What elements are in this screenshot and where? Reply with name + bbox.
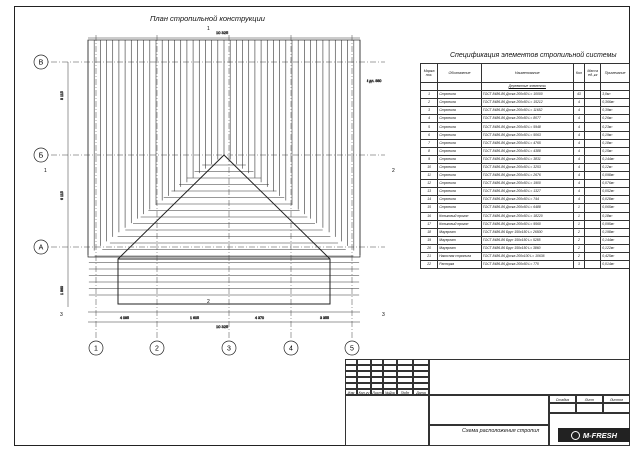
spec-cell: 13 (421, 188, 438, 196)
spec-cell: ГОСТ 8486-86 Доска 200х50 L= 8077 (481, 115, 573, 123)
spec-cell: Накосная стропила (438, 252, 482, 260)
spec-cell (585, 131, 601, 139)
spec-cell (585, 252, 601, 260)
spec-cell: 2 (573, 252, 584, 260)
section-mark: 1 (44, 168, 47, 174)
spec-cell (585, 244, 601, 252)
spec-row (421, 188, 630, 196)
spec-cell: Стропила (438, 147, 482, 155)
spec-cell: 11 (421, 172, 438, 180)
spec-cell: 5 (421, 123, 438, 131)
spec-cell: 3,0м³ (601, 91, 630, 99)
axis-row-label: Б (38, 152, 44, 160)
spec-section-row (421, 83, 630, 91)
spec-cell: 14 (421, 196, 438, 204)
spec-cell: 10 (421, 163, 438, 171)
spec-cell: 0,18м³ (601, 212, 630, 220)
spec-cell (585, 188, 601, 196)
axis-col-label: 2 (155, 345, 159, 353)
title-block-name-field (429, 395, 549, 425)
spec-cell: 43 (573, 91, 584, 99)
spec-cell: 0,065м³ (601, 204, 630, 212)
spec-cell: Стропила (438, 204, 482, 212)
spec-cell: ГОСТ 8486-86 Доска 200х50 L= 15212 (481, 99, 573, 107)
title-block-col-label: Кол.уч (358, 391, 370, 395)
spec-cell: Стропила (438, 180, 482, 188)
spec-cell (585, 172, 601, 180)
spec-cell: Стропила (438, 91, 482, 99)
col-designation: Обозначение (438, 64, 482, 83)
spec-row (421, 204, 630, 212)
spec-cell: 1 (573, 212, 584, 220)
spec-table (420, 63, 630, 269)
dim-bottom-value: 4 085 (120, 316, 129, 320)
spec-cell: Стропила (438, 115, 482, 123)
spec-cell (585, 99, 601, 107)
spec-cell: 4 (421, 115, 438, 123)
spec-row (421, 107, 630, 115)
spec-row (421, 180, 630, 188)
spec-cell: 8 (421, 147, 438, 155)
spec-cell: Стропила (438, 99, 482, 107)
spec-cell: 0,12м³ (601, 163, 630, 171)
spec-cell: Стропила (438, 131, 482, 139)
spec-cell: Стропила (438, 172, 482, 180)
spec-cell (585, 107, 601, 115)
spec-cell: ГОСТ 8486-86 Доска 200х50 L= 5948 (481, 123, 573, 131)
spec-cell: 0,076м³ (601, 180, 630, 188)
spec-cell: 18 (421, 228, 438, 236)
title-block-col-label: Подп (397, 389, 413, 395)
title-block-sign-area (345, 395, 429, 446)
spec-cell: 0,122м³ (601, 244, 630, 252)
spec-cell: Стропила (438, 139, 482, 147)
dim-bottom-value: 4 370 (255, 316, 264, 320)
spec-cell: ГОСТ 8486-86 Доска 200х50 L= 9560 (481, 220, 573, 228)
spec-cell: ГОСТ 8486-86 Доска 200х50 L= 744 (481, 196, 573, 204)
dim-left-value: 6 115 (60, 191, 64, 200)
spec-cell: 0,366м³ (601, 99, 630, 107)
spec-cell: ГОСТ 8486-86 Доска 200х50 L= 4388 (481, 147, 573, 155)
spec-cell (585, 163, 601, 171)
col-note: Примечание (601, 64, 630, 83)
spec-cell: Стропила (438, 123, 482, 131)
spec-cell: ГОСТ 8486-86 Доска 200х50 L= 11652 (481, 107, 573, 115)
spec-cell (585, 236, 601, 244)
spec-cell: ГОСТ 8486-86 Доска 200х50 L= 5063 (481, 131, 573, 139)
spec-row (421, 252, 630, 260)
spec-row (421, 236, 630, 244)
spec-cell: ГОСТ 8486-86 Брус 150х150 L= 26500 (481, 228, 573, 236)
col-name: Наименование (481, 64, 573, 83)
spec-row (421, 196, 630, 204)
note-right: ℓ дл. 880 (367, 79, 382, 83)
spec-cell: 2 (573, 236, 584, 244)
spec-cell: 0,144м³ (601, 155, 630, 163)
spec-cell: 0,18м³ (601, 139, 630, 147)
spec-cell: 4 (573, 123, 584, 131)
spec-cell: 3 (421, 107, 438, 115)
spec-cell: 4 (573, 155, 584, 163)
spec-cell: ГОСТ 8486-86 Доска 200х50 L= 2676 (481, 172, 573, 180)
spec-row (421, 172, 630, 180)
spec-cell: Мауэрлат (438, 228, 482, 236)
section-mark: 2 (392, 168, 395, 174)
title-block-cell (576, 403, 603, 413)
spec-cell: ГОСТ 8486-86 Брус 150х150 L= 3860 (481, 244, 573, 252)
title-block-col-label: Изм (345, 389, 357, 395)
spec-cell: Стропила (438, 163, 482, 171)
spec-row (421, 212, 630, 220)
spec-cell: 16 (421, 212, 438, 220)
spec-cell: 0,15м³ (601, 147, 630, 155)
spec-cell: 15 (421, 204, 438, 212)
axis-col-label: 4 (289, 345, 293, 353)
col-mass: Масса ед.,кг (585, 64, 601, 83)
spec-row (421, 163, 630, 171)
title-block-col-label: №Док (384, 391, 396, 395)
title-block-cell (549, 403, 576, 413)
spec-cell: ГОСТ 8486-86 Доска 200х100 L= 10636 (481, 252, 573, 260)
spec-cell: 1 (573, 220, 584, 228)
spec-cell: 7 (421, 139, 438, 147)
spec-cell: 0,26м³ (601, 115, 630, 123)
spec-row (421, 155, 630, 163)
spec-cell: 0,39м³ (601, 107, 630, 115)
spec-cell: Мауэрлат (438, 244, 482, 252)
spec-cell (585, 147, 601, 155)
spec-section-label: Деревянные элементы (481, 83, 573, 91)
spec-cell: 17 (421, 220, 438, 228)
title-block-col-label: Дата (413, 389, 429, 395)
spec-cell: ГОСТ 8486-86 Брус 150х150 L= 5285 (481, 236, 573, 244)
dim-left-value: 8 115 (60, 91, 64, 100)
spec-cell: 19 (421, 236, 438, 244)
spec-cell: Коньковый прогон (438, 212, 482, 220)
spec-cell: 2 (573, 244, 584, 252)
spec-cell: 9 (421, 155, 438, 163)
spec-cell: 0,028м³ (601, 196, 630, 204)
spec-cell (585, 180, 601, 188)
spec-cell: 6 (421, 131, 438, 139)
spec-cell: 4 (573, 188, 584, 196)
title-block-project-field (429, 359, 630, 395)
spec-cell: 20 (421, 244, 438, 252)
spec-cell (585, 220, 601, 228)
spec-cell: 4 (573, 180, 584, 188)
spec-row (421, 115, 630, 123)
spec-cell: ГОСТ 8486-86 Доска 200х50 L= 1327 (481, 188, 573, 196)
logo-text: M-FRESH (582, 430, 618, 440)
col-qty: Кол (573, 64, 584, 83)
spec-cell: 22 (421, 261, 438, 269)
section-mark: 3 (382, 312, 385, 318)
spec-cell: ГОСТ 8486-86 Доска 200х50 L= 770 (481, 261, 573, 269)
spec-row (421, 244, 630, 252)
axis-col-label: 5 (350, 345, 354, 353)
stage-header: Стадия (549, 395, 576, 403)
sheet-header: Лист (576, 395, 603, 403)
spec-cell: 0,095м³ (601, 220, 630, 228)
dim-left-value: 1 860 (60, 286, 64, 295)
spec-cell (585, 196, 601, 204)
spec-cell (585, 261, 601, 269)
spec-cell: 0,23м³ (601, 123, 630, 131)
spec-cell: 1 (573, 204, 584, 212)
spec-cell: 4 (573, 115, 584, 123)
spec-cell: Стропила (438, 155, 482, 163)
spec-cell: ГОСТ 8486-86 Доска 200х50 L= 4765 (481, 139, 573, 147)
spec-cell (585, 212, 601, 220)
spec-cell: Коньковый прогон (438, 220, 482, 228)
spec-cell (585, 91, 601, 99)
spec-row (421, 99, 630, 107)
spec-cell: ГОСТ 8486-86 Доска 200х50 L= 6488 (481, 204, 573, 212)
spec-cell: 1 (421, 91, 438, 99)
brand-logo (558, 428, 630, 442)
sheets-header: Листов (603, 395, 630, 403)
axis-col-label: 3 (227, 345, 231, 353)
spec-cell: 12 (421, 180, 438, 188)
spec-cell: Мауэрлат (438, 236, 482, 244)
spec-cell (585, 115, 601, 123)
spec-cell: 4 (573, 163, 584, 171)
spec-cell: 0,098м³ (601, 172, 630, 180)
spec-cell: 0,425м³ (601, 252, 630, 260)
lower-bay-outline (118, 259, 330, 304)
spec-cell: 4 (573, 99, 584, 107)
spec-cell: 0,198м³ (601, 228, 630, 236)
dimension-lines (60, 30, 381, 329)
spec-row (421, 228, 630, 236)
spec-cell: ГОСТ 8486-86 Доска 200х50 L= 1900 (481, 180, 573, 188)
spec-row (421, 220, 630, 228)
title-block-cell (603, 403, 630, 413)
spec-row (421, 261, 630, 269)
spec-cell (585, 123, 601, 131)
spec-header-row (421, 64, 630, 83)
spec-cell: ГОСТ 8486-86 Доска 200х50 L= 3831 (481, 155, 573, 163)
col-mark: Марка поз. (421, 64, 438, 83)
section-mark: 2 (207, 299, 210, 305)
spec-row (421, 123, 630, 131)
axis-row-label: В (38, 59, 44, 67)
spec-cell: 4 (573, 131, 584, 139)
spec-cell: 2 (573, 228, 584, 236)
spec-cell: ГОСТ 8486-86 Доска 200х50 L= 3253 (481, 163, 573, 171)
title-block-col-label: Лист (372, 391, 382, 395)
spec-cell: 4 (573, 196, 584, 204)
section-mark: 3 (60, 312, 63, 318)
spec-cell: Распорка (438, 261, 482, 269)
spec-title: Спецификация элементов стропильной системы (450, 52, 617, 59)
dim-top-label: 10 325 (216, 30, 229, 35)
spec-cell: 2 (421, 99, 438, 107)
spec-cell: 4 (573, 107, 584, 115)
spec-cell: Стропила (438, 188, 482, 196)
spec-row (421, 147, 630, 155)
axis-row-label: А (38, 244, 44, 252)
spec-cell: Стропила (438, 196, 482, 204)
spec-cell: 0,19м³ (601, 131, 630, 139)
spec-cell (585, 155, 601, 163)
dim-bottom-value: 3 355 (320, 316, 329, 320)
spec-row (421, 131, 630, 139)
spec-cell (585, 139, 601, 147)
spec-cell: ГОСТ 8486-86 Доска 200х50 L= 10000 (481, 91, 573, 99)
spec-cell: 3 (573, 261, 584, 269)
spec-cell: 4 (573, 139, 584, 147)
dim-bottom-label: 10 325 (216, 324, 229, 329)
spec-cell: 21 (421, 252, 438, 260)
spec-row (421, 91, 630, 99)
axis-col-label: 1 (94, 345, 98, 353)
section-mark: 1 (207, 26, 210, 32)
spec-row (421, 139, 630, 147)
spec-cell (585, 228, 601, 236)
spec-cell: 4 (573, 172, 584, 180)
spec-cell: 0,052м³ (601, 188, 630, 196)
spec-cell (585, 204, 601, 212)
spec-cell: 0,144м³ (601, 236, 630, 244)
spec-cell: 0,014м³ (601, 261, 630, 269)
dim-bottom-value: 1 605 (190, 316, 199, 320)
logo-mark-icon (571, 431, 580, 440)
spec-cell: 4 (573, 147, 584, 155)
spec-cell: Стропила (438, 107, 482, 115)
plan-title: План стропильной конструкции (150, 14, 265, 23)
axis-gridlines (40, 35, 385, 340)
spec-cell: ГОСТ 8486-86 Доска 200х50 L= 18220 (481, 212, 573, 220)
drawing-title: Схема расположения стропил (462, 428, 540, 434)
